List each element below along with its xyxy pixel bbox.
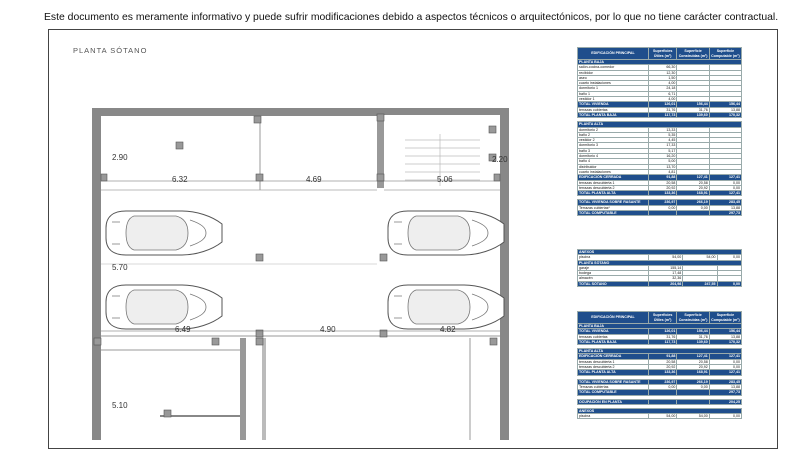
dimension-label: 2.20 [492, 155, 508, 164]
surfaces-table: EDIFICACIÓN PRINCIPAL Superficies Útiles (m²) Superficie Construidas (m²) Superficie Computable (m²) PLANTA BAJA salón-cocina-comedor 66,30 recibidor 12,30 aseo 1,50 cuarto instalaciones 4,00 dormitorio 1 24,18 baño 1 6,71 vestidor 1 4,00 TOTAL VIVIENDA 126,01 156,44 156,44 terrazas cubiertas 31,76 31,76 13,88 TOTAL PLANTA BAJA 117,73 139,60 170,32 PLANTA ALTA dormitorio 2 13,33 baño 2 5,35 vestidor 2 4,45 dormitorio 3 17,33 baño 3 5,17 dormitorio 4 16,20 baño 4 5,00 distribuidor 13,70 cuarto instalaciones 4,81 EDIFICACIÓN CERRADA 91,88 127,41 127,41 terrazas descubierta 1 20,58 20,58 0,00 terrazas descubierta 2 20,92 20,92 0,00 TOTAL PLANTA ALTA 133,36 168,91 127,41 TOTAL VIVIENDA SOBRE RASANTE 236,97 266,19 283,45 Terrazas cubiertas* 0,00 0,00 13,88 TOTAL COMPUTABLE 297,73 [579, 48, 740, 216]
annex-table: ANEXOS piscina 54,00 54,00 0,00 PLANTA SÓTANO garaje 155,14 bodega 17,48 almacén 32,36 TOTAL SÓTANO 204,98 247,55 0,00 [579, 250, 740, 286]
dimension-label: 4.82 [440, 325, 456, 334]
dimension-label: 2.90 [112, 153, 128, 162]
summary-table: EDIFICACIÓN PRINCIPAL Superficies Útiles (m²) Superficie Construidas (m²) Superficie Computable (m²) PLANTA BAJA TOTAL VIVIENDA 126,01 156,44 156,44 terrazas cubiertas 31,76 31,76 13,88 TOTAL PLANTA BAJA 117,73 139,60 170,32 PLANTA ALTA EDIFICACIÓN CERRADA 91,88 127,41 127,41 terrazas descubierta 1 20,58 20,58 0,00 terrazas descubierta 2 20,92 20,92 0,00 TOTAL PLANTA ALTA 133,36 168,91 127,41 TOTAL VIVIENDA SOBRE RASANTE 236,97 266,19 283,45 Terrazas cubiertas 0,00 0,00 13,88 TOTAL COMPUTABLE 297,73 OCUPACIÓN EN PLANTA 204,25 ANEXOS piscina 54,00 54,00 0,00 [579, 312, 740, 419]
dimension-label: 4.90 [320, 325, 336, 334]
dimension-label: 5.10 [112, 401, 128, 410]
dimension-label: 6.49 [175, 325, 191, 334]
dimension-label: 5.70 [112, 263, 128, 272]
dimension-label: 4.69 [306, 175, 322, 184]
disclaimer-text: Este documento es meramente informativo y puede sufrir modificaciones debido a aspectos técnicos o arquitectónicos, por lo que no tiene carácter contractual. [44, 12, 779, 23]
plan-title: PLANTA SÓTANO [73, 46, 148, 55]
dimension-label: 5.06 [437, 175, 453, 184]
dimension-label: 6.32 [172, 175, 188, 184]
